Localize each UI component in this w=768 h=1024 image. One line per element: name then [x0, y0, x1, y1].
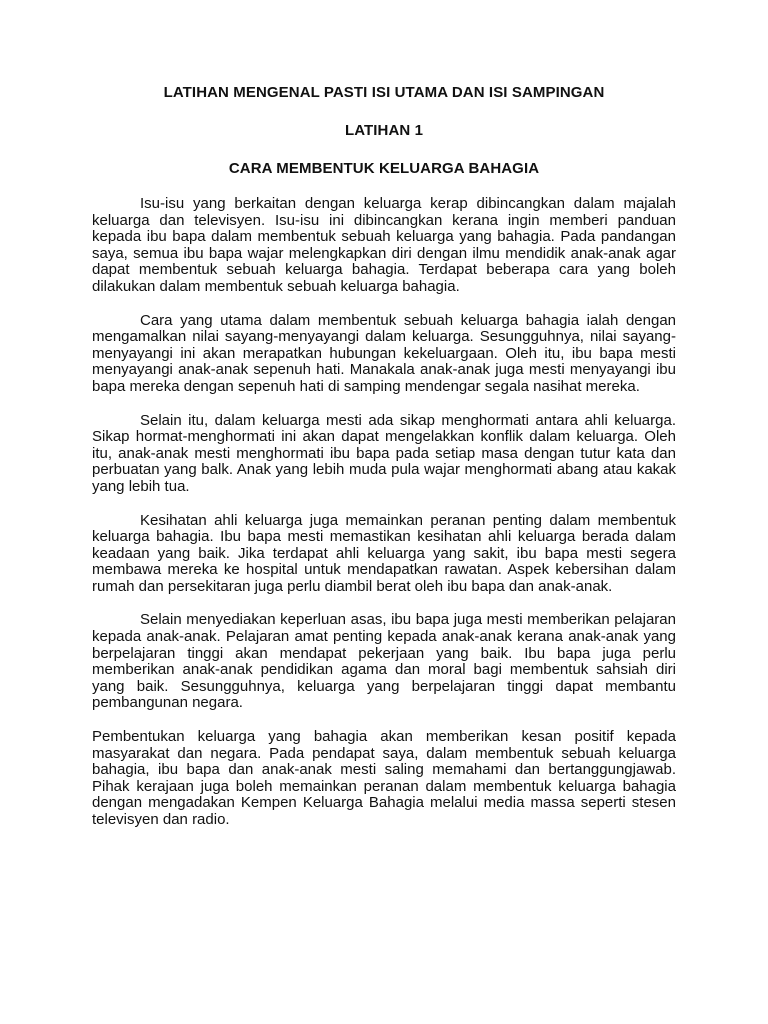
paragraph-point-4: Selain menyediakan keperluan asas, ibu bapa juga mesti memberikan pelajaran kepada anak-anak. Pelajaran amat penting kepada anak-anak kerana anak-anak yang berpelajaran tinggi akan mendapat pekerjaan yang baik. Ibu bapa juga perlu memberikan anak-anak pendidikan agama dan moral bagi membentuk sahsiah diri yang baik. Sesungguhnya, keluarga yang berpelajaran tinggi dapat membantu pembangunan negara. — [92, 611, 676, 712]
essay-heading: CARA MEMBENTUK KELUARGA BAHAGIA — [228, 160, 540, 177]
paragraph-intro: Isu-isu yang berkaitan dengan keluarga kerap dibincangkan dalam majalah keluarga dan televisyen. Isu-isu ini dibincangkan kerana ingin memberi panduan kepada ibu bapa dalam membentuk sebuah keluarga yang bahagia. Pada pandangan saya, semua ibu bapa wajar melengkapkan diri dengan ilmu mendidik anak-anak agar dapat membentuk sebuah keluarga bahagia. Terdapat beberapa cara yang boleh dilakukan dalam membentuk sebuah keluarga bahagia. — [92, 195, 676, 295]
exercise-label: LATIHAN 1 — [344, 122, 424, 139]
paragraph-point-3: Kesihatan ahli keluarga juga memainkan peranan penting dalam membentuk keluarga bahagia. Ibu bapa mesti memastikan kesihatan ahli keluarga berada dalam keadaan yang baik. Jika terdapat ahli keluarga yang sakit, ibu bapa mesti segera membawa mereka ke hospital untuk mendapatkan rawatan. Aspek kebersihan dalam rumah dan persekitaran juga perlu diambil berat oleh ibu bapa dan anak-anak. — [92, 511, 676, 595]
document-title: LATIHAN MENGENAL PASTI ISI UTAMA DAN ISI SAMPINGAN — [163, 84, 605, 101]
paragraph-conclusion: Pembentukan keluarga yang bahagia akan memberikan kesan positif kepada masyarakat dan negara. Pada pendapat saya, dalam membentuk sebuah keluarga bahagia, ibu bapa dan anak-anak mesti saling memahami dan bertanggungjawab. Pihak kerajaan juga boleh memainkan peranan dalam membentuk keluarga bahagia dengan mengadakan Kempen Keluarga Bahagia melalui media massa seperti stesen televisyen dan radio. — [92, 728, 676, 828]
paragraph-point-2: Selain itu, dalam keluarga mesti ada sikap menghormati antara ahli keluarga. Sikap hormat-menghormati ini akan dapat mengelakkan konflik dalam keluarga. Oleh itu, anak-anak mesti menghormati ibu bapa pada setiap masa dengan tutur kata dan perbuatan yang balk. Anak yang lebih muda pula wajar menghormati abang atau kakak yang lebih tua. — [92, 411, 676, 495]
paragraph-point-1: Cara yang utama dalam membentuk sebuah keluarga bahagia ialah dengan mengamalkan nilai sayang-menyayangi dalam keluarga. Sesungguhnya, nilai sayang-menyayangi ini akan merapatkan hubungan kekeluargaan. Oleh itu, ibu bapa mesti menyayangi anak-anak sepenuh hati. Manakala anak-anak juga mesti menyayangi ibu bapa mereka dengan sepenuh hati di samping mendengar segala nasihat mereka. — [92, 311, 676, 395]
